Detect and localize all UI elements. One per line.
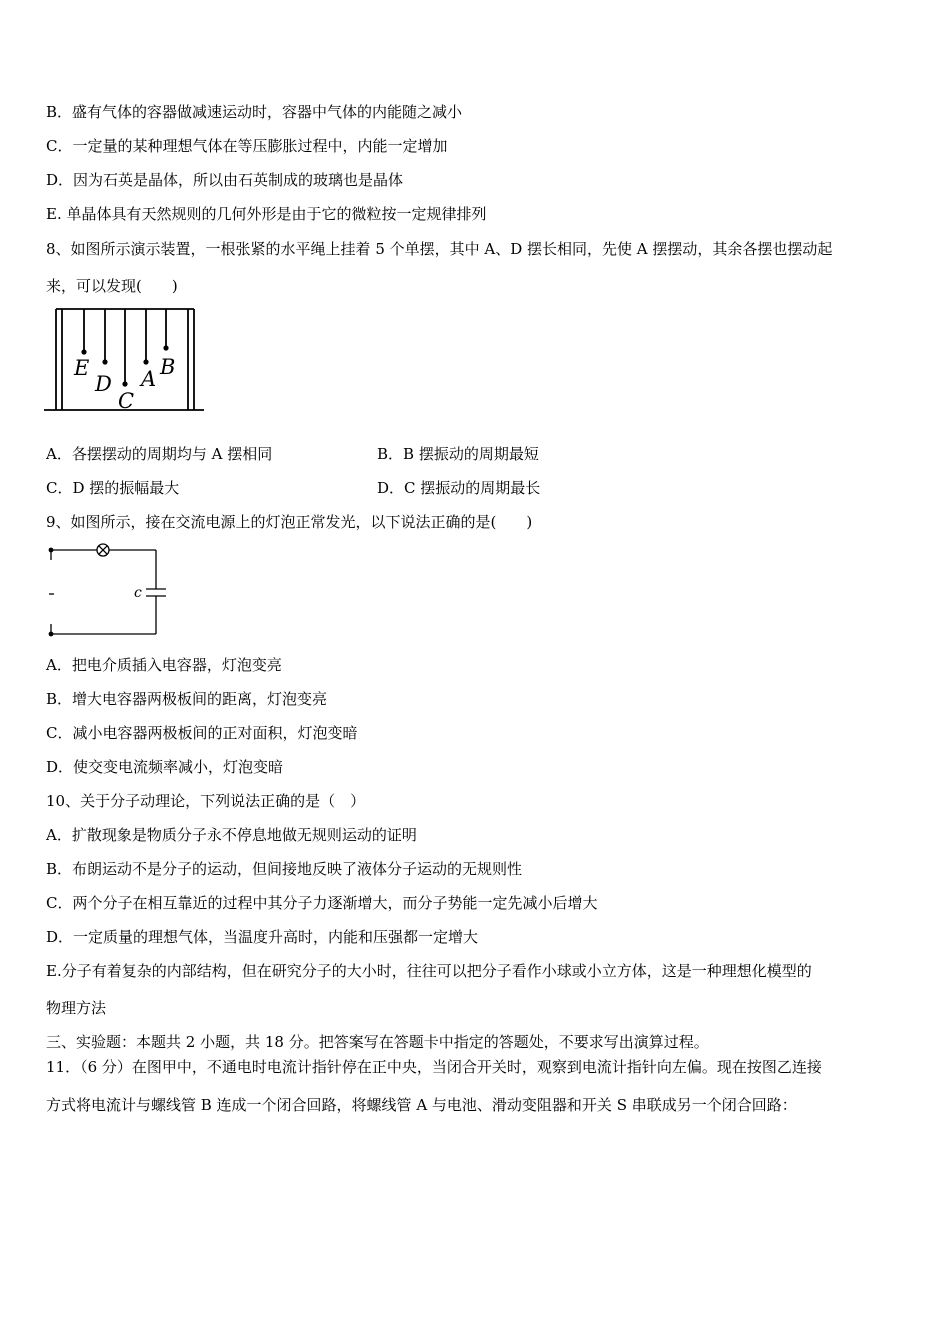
label-c: C [118, 389, 135, 413]
q10-option-a: A．扩散现象是物质分子永不停息地做无规则运动的证明 [46, 826, 417, 844]
q10-stem: 10、关于分子动理论，下列说法正确的是（ ） [46, 792, 366, 810]
q9-stem: 9、如图所示，接在交流电源上的灯泡正常发光，以下说法正确的是( ) [46, 513, 533, 531]
q8-stem-line1: 8、如图所示演示装置，一根张紧的水平绳上挂着 5 个单摆，其中 A、D 摆长相同，先使 A 摆摆动，其余各摆也摆动起 [46, 240, 833, 258]
q10-option-c: C．两个分子在相互靠近的过程中其分子力逐渐增大，而分子势能一定先减小后增大 [46, 894, 598, 912]
pendulum-figure [42, 306, 208, 414]
q10-option-b: B．布朗运动不是分子的运动，但间接地反映了液体分子运动的无规则性 [46, 860, 523, 878]
q8-stem-line2: 来，可以发现( ) [46, 277, 178, 295]
q7-option-d: D．因为石英是晶体，所以由石英制成的玻璃也是晶体 [46, 171, 404, 189]
q7-option-e: E. 单晶体具有天然规则的几何外形是由于它的微粒按一定规律排列 [46, 205, 487, 223]
label-b: B [160, 355, 176, 379]
label-d: D [95, 372, 112, 396]
q7-option-b: B．盛有气体的容器做减速运动时，容器中气体的内能随之减小 [46, 103, 463, 121]
q10-option-e-line1: E.分子有着复杂的内部结构，但在研究分子的大小时，往往可以把分子看作小球或小立方体，这是一种理想化模型的 [46, 962, 812, 980]
q11-stem-line2: 方式将电流计与螺线管 B 连成一个闭合回路，将螺线管 A 与电池、滑动变阻器和开关 S 串联成另一个闭合回路： [46, 1096, 797, 1114]
label-e: E [74, 356, 90, 380]
capacitor-label: c [134, 585, 142, 601]
q11-stem-line1: 11．（6 分）在图甲中，不通电时电流计指针停在正中央，当闭合开关时，观察到电流计指针向左偏。现在按图乙连接 [46, 1058, 822, 1076]
q8-option-b: B．B 摆振动的周期最短 [377, 445, 539, 463]
q10-option-d: D．一定质量的理想气体，当温度升高时，内能和压强都一定增大 [46, 928, 479, 946]
q9-option-a: A．把电介质插入电容器，灯泡变亮 [46, 656, 282, 674]
q8-option-d: D．C 摆振动的周期最长 [377, 479, 541, 497]
circuit-figure [42, 540, 172, 642]
q9-option-b: B．增大电容器两极板间的距离，灯泡变亮 [46, 690, 328, 708]
q7-option-c: C．一定量的某种理想气体在等压膨胀过程中，内能一定增加 [46, 137, 448, 155]
q9-option-d: D．使交变电流频率减小，灯泡变暗 [46, 758, 284, 776]
q9-option-c: C．减小电容器两极板间的正对面积，灯泡变暗 [46, 724, 358, 742]
q8-option-c: C．D 摆的振幅最大 [46, 479, 180, 497]
label-a: A [141, 367, 157, 391]
section3-heading: 三、实验题：本题共 2 小题，共 18 分。把答案写在答题卡中指定的答题处，不要求写出演算过程。 [46, 1033, 709, 1051]
q8-option-a: A．各摆摆动的周期均与 A 摆相同 [46, 445, 273, 463]
q10-option-e-line2: 物理方法 [46, 999, 107, 1017]
